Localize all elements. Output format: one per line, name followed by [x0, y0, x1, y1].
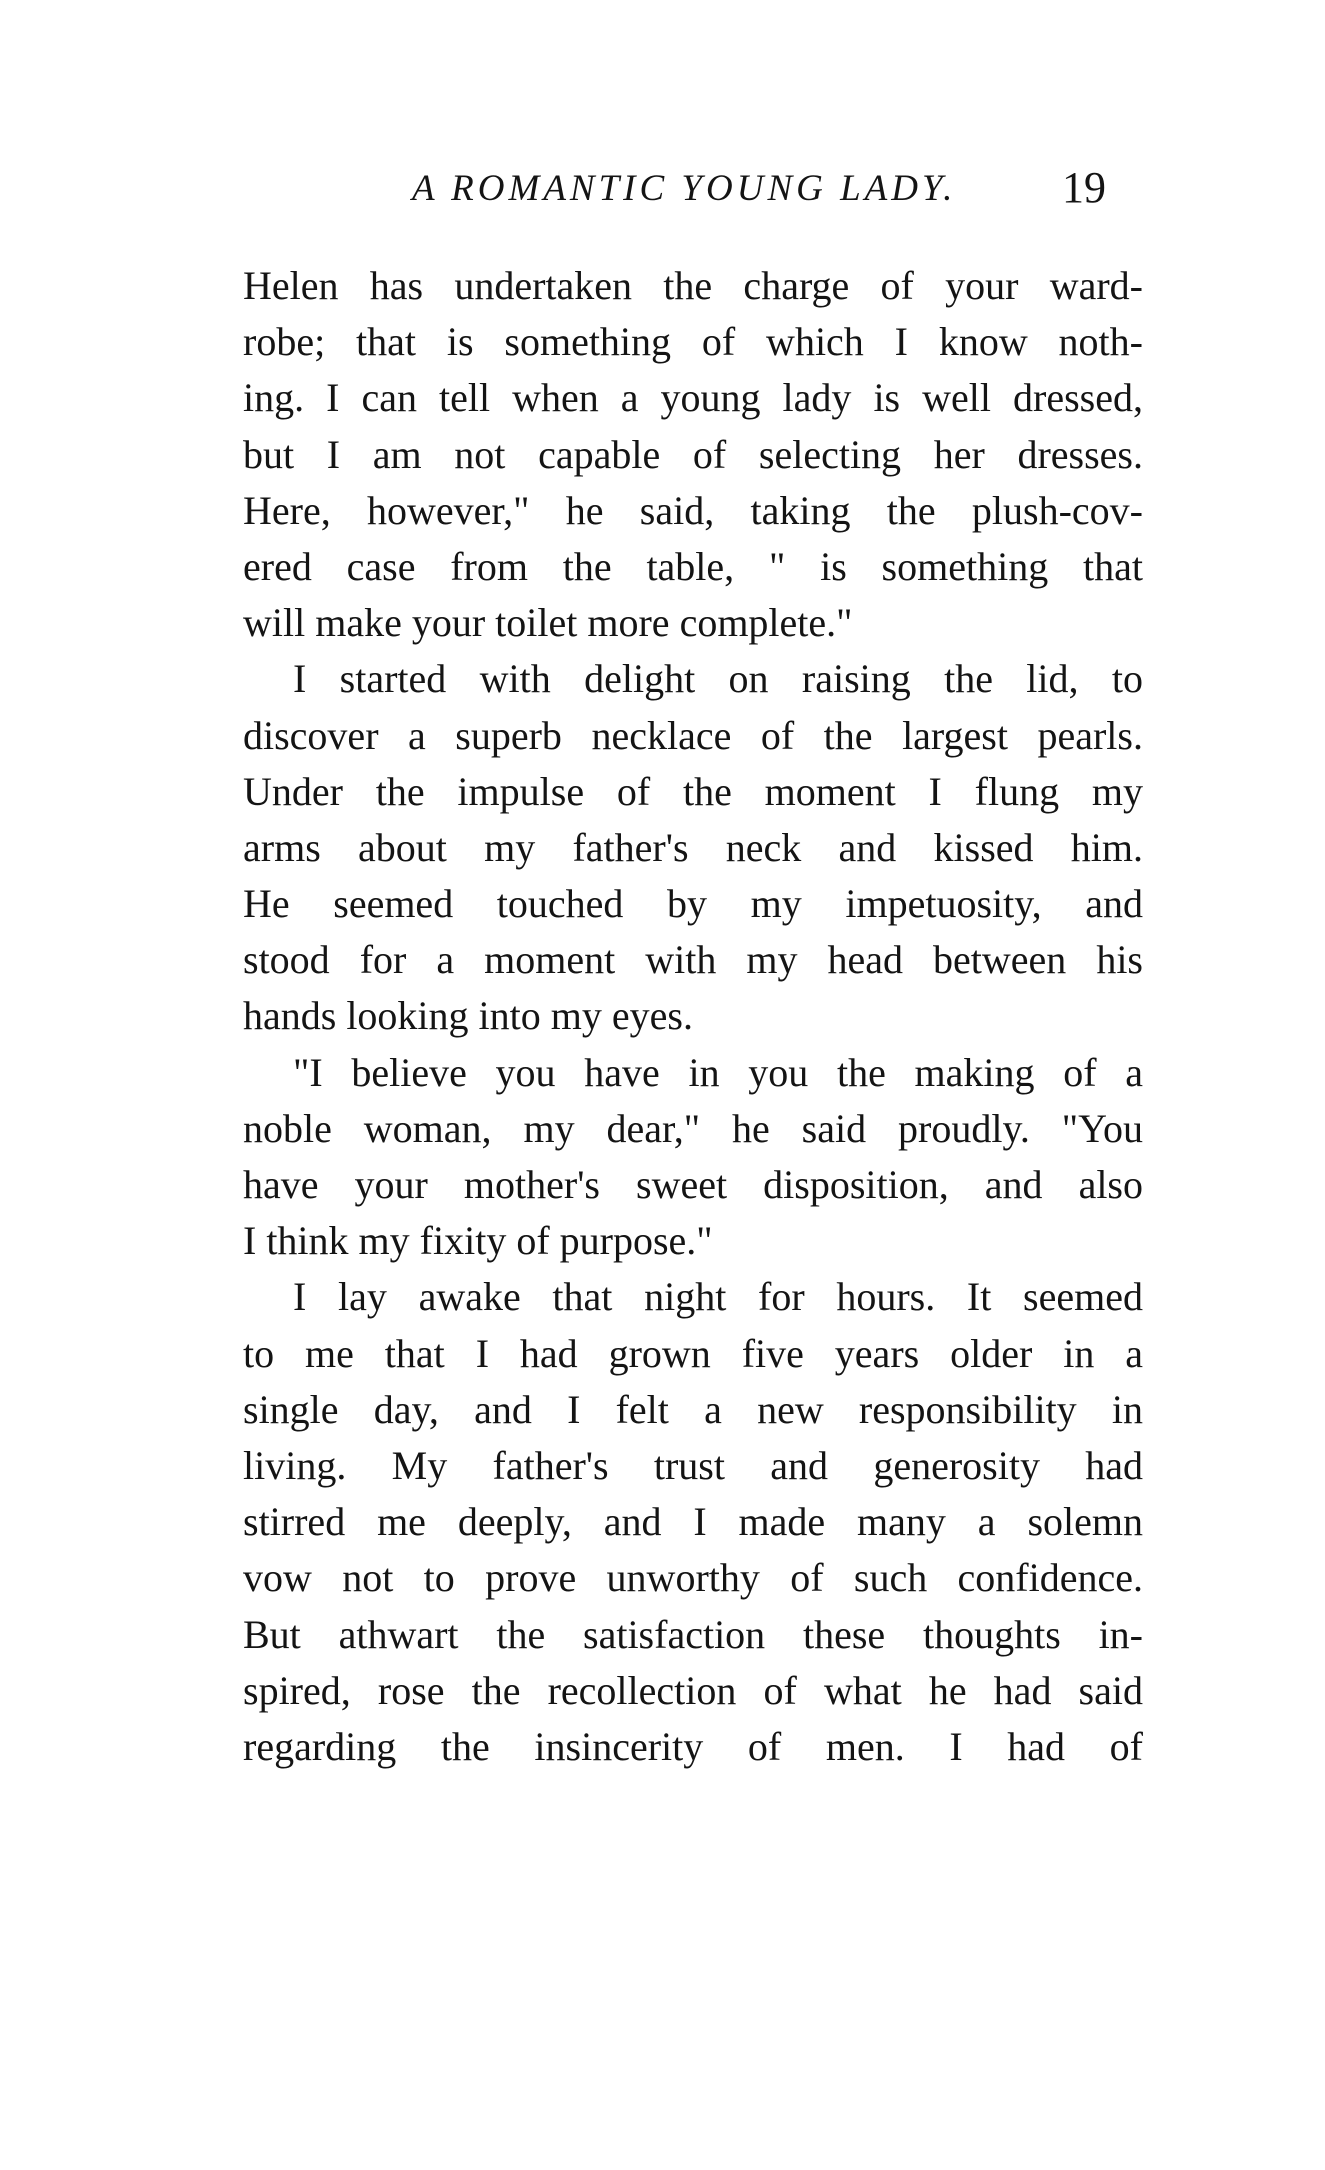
paragraph-first-line: "I believe you have in you the making of a: [293, 1049, 1143, 1095]
text-line: noble woman, my dear," he said proudly. "You: [243, 1105, 1143, 1151]
text-line: Here, however," he said, taking the plush-cov-: [243, 487, 1143, 533]
text-line: arms about my father's neck and kissed him.: [243, 824, 1143, 870]
text-line: I think my fixity of purpose.": [243, 1218, 713, 1264]
text-line: discover a superb necklace of the largest pearls.: [243, 712, 1143, 758]
text-line: spired, rose the recollection of what he had said: [243, 1667, 1143, 1713]
text-line: single day, and I felt a new responsibility in: [243, 1386, 1143, 1432]
text-line: stood for a moment with my head between his: [243, 937, 1143, 983]
page-number: 19: [1062, 163, 1106, 212]
text-line: Helen has undertaken the charge of your ward-: [243, 263, 1143, 308]
text-line: stirred me deeply, and I made many a solemn: [243, 1499, 1143, 1545]
body-text: [243, 258, 1143, 1775]
text-line: Under the impulse of the moment I flung my: [243, 768, 1143, 814]
text-line: living. My father's trust and generosity had: [243, 1442, 1143, 1488]
paragraph-first-line: I lay awake that night for hours. It seemed: [293, 1274, 1143, 1320]
text-line: will make your toilet more complete.": [243, 600, 853, 646]
running-head-title: A ROMANTIC YOUNG LADY.: [412, 168, 957, 209]
text-line: robe; that is something of which I know noth-: [243, 319, 1143, 365]
text-line: to me that I had grown five years older in a: [243, 1330, 1143, 1376]
text-line: ered case from the table, " is something that: [243, 543, 1143, 589]
text-line: vow not to prove unworthy of such confidence.: [243, 1555, 1143, 1601]
text-line: hands looking into my eyes.: [243, 993, 693, 1039]
text-line: regarding the insincerity of men. I had of: [243, 1723, 1143, 1769]
text-line: ing. I can tell when a young lady is well dressed,: [243, 375, 1143, 421]
text-line: But athwart the satisfaction these thoughts in-: [243, 1611, 1143, 1657]
paragraph-first-line: I started with delight on raising the lid, to: [293, 656, 1143, 702]
text-line: but I am not capable of selecting her dresses.: [243, 431, 1143, 477]
text-line: He seemed touched by my impetuosity, and: [243, 881, 1143, 927]
text-line: have your mother's sweet disposition, and also: [243, 1162, 1143, 1207]
